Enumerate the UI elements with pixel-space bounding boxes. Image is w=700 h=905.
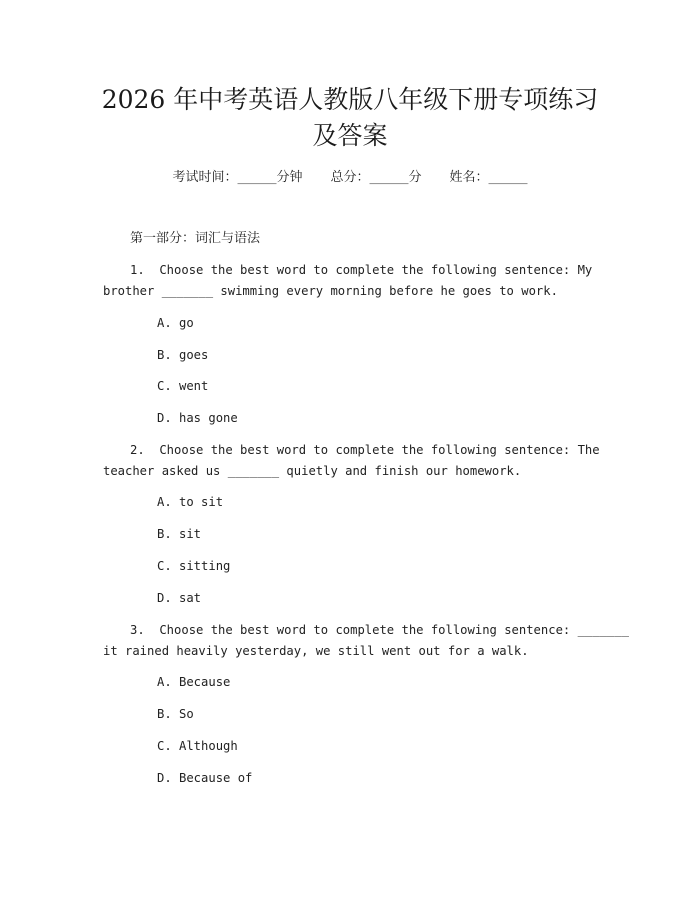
question-2-option-d: D. sat: [157, 591, 202, 605]
document-title-line1: 2026 年中考英语人教版八年级下册专项练习: [101, 85, 599, 114]
exam-time-label: 考试时间：______分钟: [172, 170, 303, 185]
question-3-option-b: B. So: [157, 707, 194, 721]
question-1-option-a: A. go: [157, 316, 194, 330]
question-3-option-c: C. Although: [157, 739, 238, 753]
question-1-line1: 1. Choose the best word to complete the following sentence: My: [130, 263, 593, 277]
question-2-line1: 2. Choose the best word to complete the following sentence: The: [130, 443, 600, 457]
document-title-line2: 及答案: [312, 121, 388, 150]
question-3-line1: 3. Choose the best word to complete the following sentence: _______: [130, 623, 629, 637]
question-3-line2: it rained heavily yesterday, we still went out for a walk.: [103, 644, 529, 658]
question-3-option-a: A. Because: [157, 675, 231, 689]
question-1-line2: brother _______ swimming every morning before he goes to work.: [103, 284, 558, 298]
question-2-option-c: C. sitting: [157, 559, 231, 573]
question-2-option-b: B. sit: [157, 527, 202, 541]
total-score-label: 总分：______分: [330, 170, 422, 185]
question-2-option-a: A. to sit: [157, 495, 224, 509]
exam-meta: [0, 168, 700, 188]
section-title: 第一部分：词汇与语法: [130, 231, 261, 246]
student-name-label: 姓名：______: [449, 170, 528, 185]
question-3-option-d: D. Because of: [157, 771, 253, 785]
question-1-option-c: C. went: [157, 379, 209, 393]
question-1-option-b: B. goes: [157, 348, 209, 362]
question-2-line2: teacher asked us _______ quietly and finish our homework.: [103, 464, 522, 478]
question-1-option-d: D. has gone: [157, 411, 238, 425]
